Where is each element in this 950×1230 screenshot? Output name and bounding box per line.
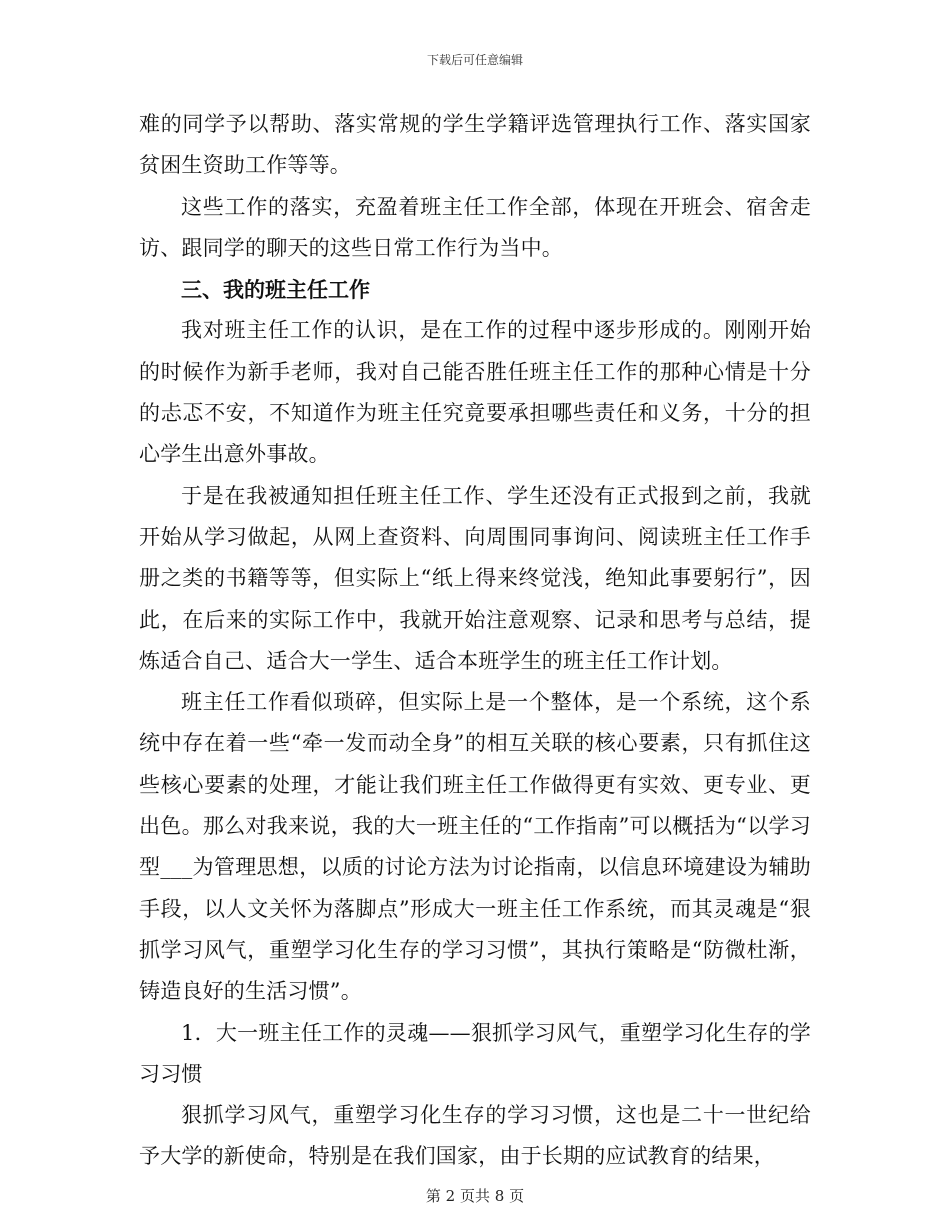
page-number-footer: 第 2 页共 8 页 [425, 1187, 525, 1205]
document-body [139, 104, 811, 1178]
paragraph-continued: 难的同学予以帮助、落实常规的学生学籍评选管理执行工作、落实国家贫困生资助工作等等。 [139, 112, 811, 178]
section-heading: 三、我的班主任工作 [181, 277, 370, 303]
subsection-heading: 1．大一班主任工作的灵魂——狠抓学习风气，重塑学习化生存的学习习惯 [139, 1020, 811, 1086]
paragraph: 这些工作的落实，充盈着班主任工作全部，体现在开班会、宿舍走访、跟同学的聊天的这些日常工作行为当中。 [139, 194, 811, 260]
paragraph: 于是在我被通知担任班主任工作、学生还没有正式报到之前，我就开始从学习做起，从网上查资料、向周围同事询问、阅读班主任工作手册之类的书籍等等，但实际上“纸上得来终觉浅，绝知此事要躬行”，因此，在后来的实际工作中，我就开始注意观察、记录和思考与总结，提炼适合自己、适合大一学生、适合本班学生的班主任工作计划。 [139, 483, 811, 673]
paragraph: 班主任工作看似琐碎，但实际上是一个整体，是一个系统，这个系统中存在着一些“牵一发而动全身”的相互关联的核心要素，只有抓住这些核心要素的处理，才能让我们班主任工作做得更有实效、更专业、更出色。那么对我来说，我的大一班主任的“工作指南”可以概括为“以学习型___为管理思想，以质的讨论方法为讨论指南，以信息环境建设为辅助手段，以人文关怀为落脚点”形成大一班主任工作系统，而其灵魂是“狠抓学习风气，重塑学习化生存的学习习惯”，其执行策略是“防微杜渐，铸造良好的生活习惯”。 [139, 690, 811, 1004]
paragraph: 我对班主任工作的认识，是在工作的过程中逐步形成的。刚刚开始的时候作为新手老师，我对自己能否胜任班主任工作的那种心情是十分的忐忑不安，不知道作为班主任究竟要承担哪些责任和义务，十分的担心学生出意外事故。 [139, 318, 811, 467]
paragraph: 狠抓学习风气，重塑学习化生存的学习习惯，这也是二十一世纪给予大学的新使命，特别是在我们国家，由于长期的应试教育的结果， [139, 1103, 811, 1169]
page-header: 下载后可任意编辑 [426, 53, 523, 67]
